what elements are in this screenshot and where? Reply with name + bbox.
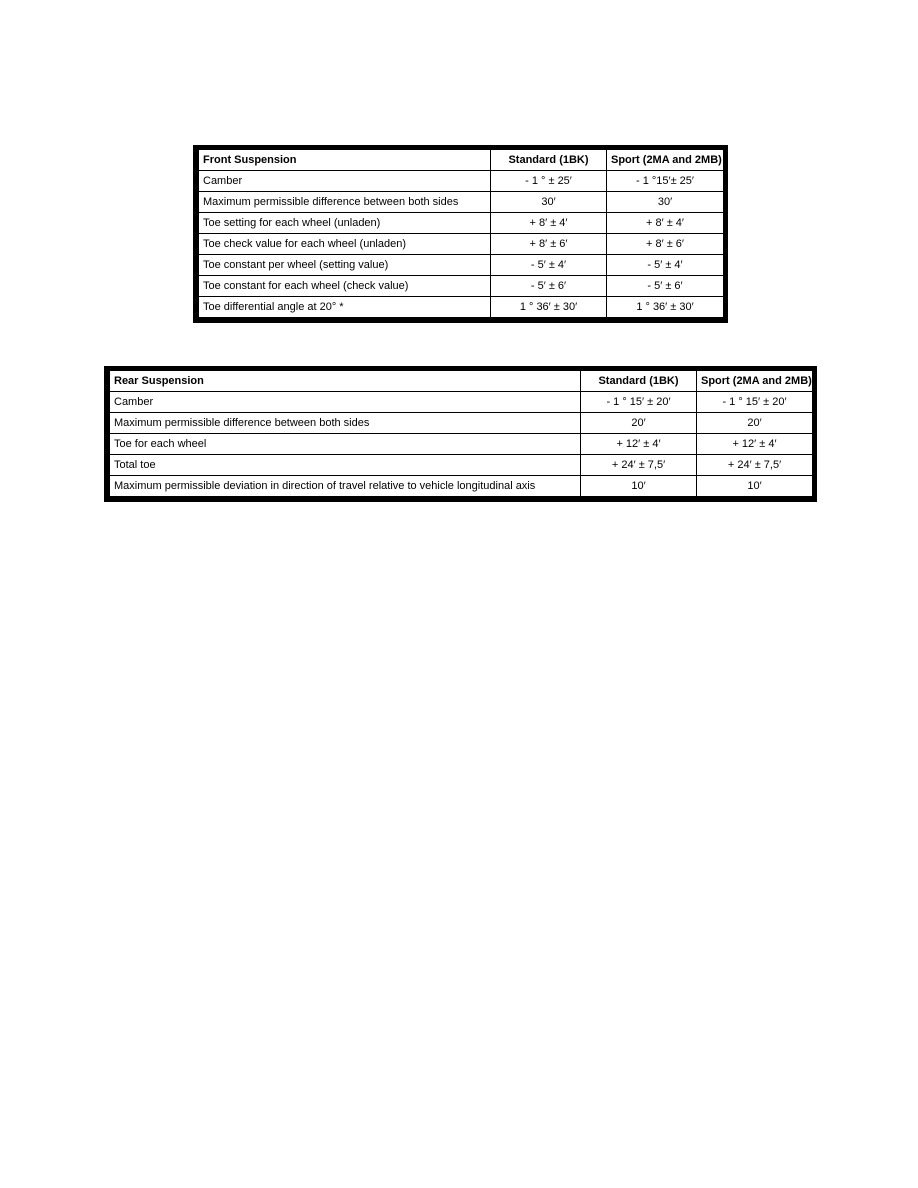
row-label: Maximum permissible deviation in direction of travel relative to vehicle longitudinal axis	[110, 476, 581, 497]
table-header-row	[199, 150, 724, 171]
column-header-sport: Sport (2MA and 2MB)	[697, 371, 813, 392]
table-row	[199, 255, 724, 276]
row-value-standard: - 1 ° 15′ ± 20′	[581, 392, 697, 413]
row-label: Maximum permissible difference between both sides	[199, 192, 491, 213]
row-value-standard: + 8′ ± 6′	[491, 234, 607, 255]
table-row	[110, 455, 813, 476]
table-row	[110, 413, 813, 434]
row-value-standard: + 8′ ± 4′	[491, 213, 607, 234]
table-row	[110, 392, 813, 413]
front-suspension-table-block	[193, 145, 728, 323]
row-value-sport: 10′	[697, 476, 813, 497]
row-label: Toe constant per wheel (setting value)	[199, 255, 491, 276]
front-suspension-table	[198, 149, 724, 318]
row-label: Camber	[110, 392, 581, 413]
row-value-standard: 10′	[581, 476, 697, 497]
table-header-row	[110, 371, 813, 392]
row-value-standard: + 12′ ± 4′	[581, 434, 697, 455]
row-label: Maximum permissible difference between both sides	[110, 413, 581, 434]
row-value-standard: 20′	[581, 413, 697, 434]
row-value-standard: - 1 ° ± 25′	[491, 171, 607, 192]
row-value-standard: - 5′ ± 6′	[491, 276, 607, 297]
column-header-sport: Sport (2MA and 2MB)	[607, 150, 724, 171]
table-row	[199, 171, 724, 192]
column-header-title: Front Suspension	[199, 150, 491, 171]
row-value-sport: - 5′ ± 4′	[607, 255, 724, 276]
row-label: Toe constant for each wheel (check value)	[199, 276, 491, 297]
table-row	[110, 434, 813, 455]
column-header-title: Rear Suspension	[110, 371, 581, 392]
row-label: Camber	[199, 171, 491, 192]
row-value-sport: 30′	[607, 192, 724, 213]
row-label: Toe setting for each wheel (unladen)	[199, 213, 491, 234]
column-header-standard: Standard (1BK)	[491, 150, 607, 171]
row-value-sport: 20′	[697, 413, 813, 434]
row-value-sport: - 1 °15′± 25′	[607, 171, 724, 192]
table-row	[110, 476, 813, 497]
row-label: Toe differential angle at 20° *	[199, 297, 491, 318]
row-value-standard: 1 ° 36′ ± 30′	[491, 297, 607, 318]
row-value-sport: 1 ° 36′ ± 30′	[607, 297, 724, 318]
row-label: Toe check value for each wheel (unladen)	[199, 234, 491, 255]
row-value-sport: + 8′ ± 4′	[607, 213, 724, 234]
rear-suspension-table-block	[104, 366, 817, 502]
row-value-sport: - 1 ° 15′ ± 20′	[697, 392, 813, 413]
table-row	[199, 192, 724, 213]
row-label: Toe for each wheel	[110, 434, 581, 455]
row-value-sport: + 8′ ± 6′	[607, 234, 724, 255]
row-label: Total toe	[110, 455, 581, 476]
row-value-standard: + 24′ ± 7,5′	[581, 455, 697, 476]
row-value-sport: - 5′ ± 6′	[607, 276, 724, 297]
table-row	[199, 276, 724, 297]
row-value-sport: + 12′ ± 4′	[697, 434, 813, 455]
rear-suspension-table	[109, 370, 813, 497]
row-value-sport: + 24′ ± 7,5′	[697, 455, 813, 476]
column-header-standard: Standard (1BK)	[581, 371, 697, 392]
row-value-standard: - 5′ ± 4′	[491, 255, 607, 276]
table-row	[199, 234, 724, 255]
table-row	[199, 213, 724, 234]
row-value-standard: 30′	[491, 192, 607, 213]
table-row	[199, 297, 724, 318]
